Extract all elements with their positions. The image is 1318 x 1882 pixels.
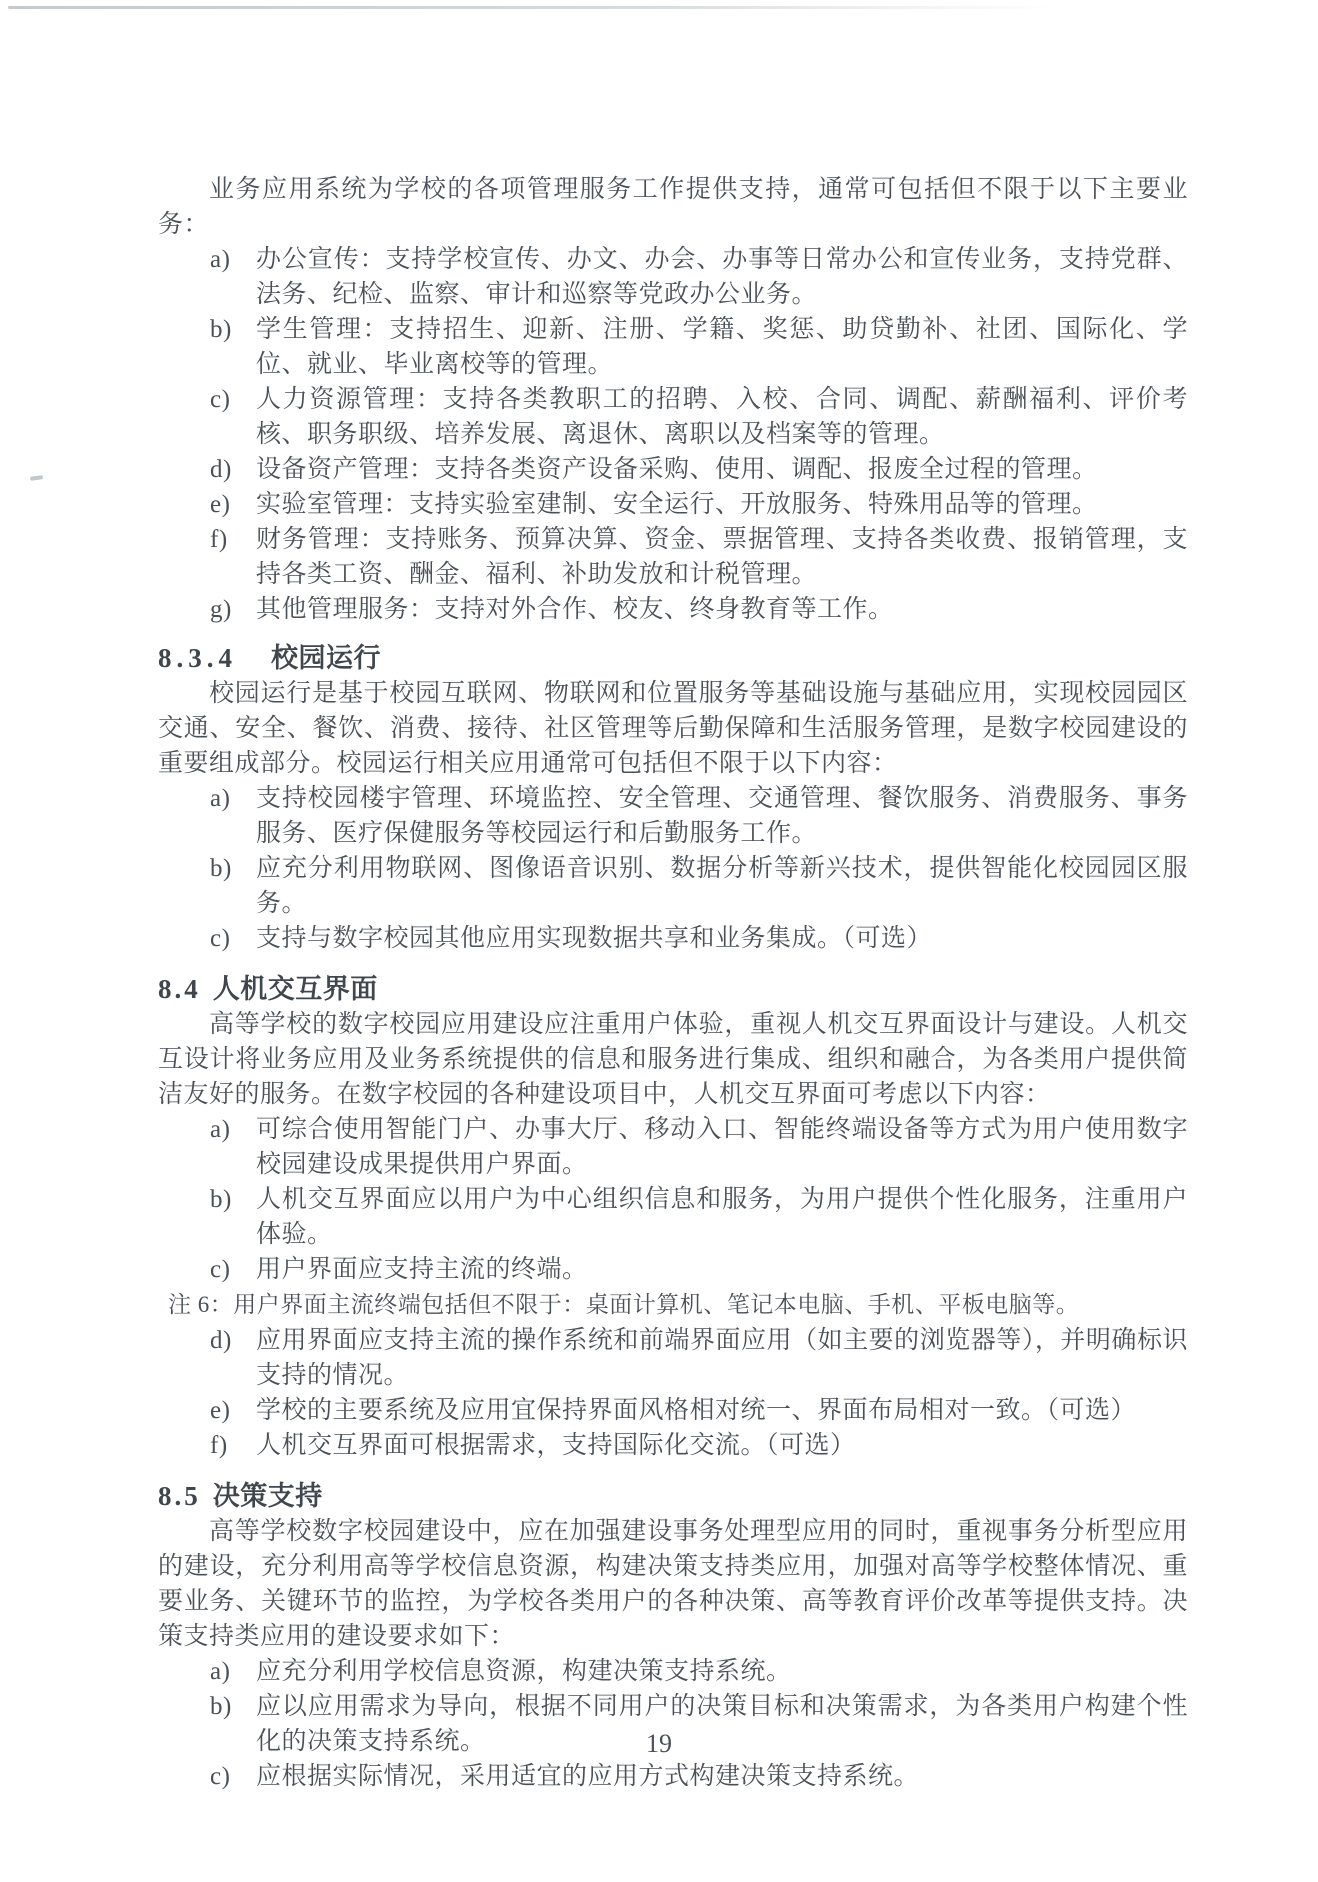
item-label: b)	[210, 1693, 232, 1720]
item-label: e)	[210, 1397, 231, 1424]
item-label: c)	[210, 1256, 231, 1283]
section-heading-8-3-4	[158, 640, 1188, 676]
scan-artifact-top-line	[8, 6, 1053, 9]
item-label: c)	[210, 386, 231, 413]
item-text: 学校的主要系统及应用宜保持界面风格相对统一、界面布局相对一致。（可选）	[256, 1397, 1137, 1424]
item-text: 设备资产管理：支持各类资产设备采购、使用、调配、报废全过程的管理。	[256, 456, 1098, 483]
section-title: 决策支持	[212, 1481, 323, 1511]
item-label: f)	[210, 526, 228, 553]
item-label: a)	[210, 1116, 231, 1143]
item-label: a)	[210, 1658, 231, 1685]
item-label: a)	[210, 246, 231, 273]
s834-item-b	[158, 851, 1188, 921]
intro-item-g	[158, 592, 1188, 627]
section-number: 8.5	[158, 1481, 201, 1511]
s834-item-a	[158, 781, 1188, 851]
item-text: 支持校园楼宇管理、环境监控、安全管理、交通管理、餐饮服务、消费服务、事务服务、医疗保健服务等校园运行和后勤服务工作。	[256, 785, 1188, 847]
item-text: 应用界面应支持主流的操作系统和前端界面应用（如主要的浏览器等），并明确标识支持的情况。	[256, 1327, 1188, 1389]
item-text: 应根据实际情况，采用适宜的应用方式构建决策支持系统。	[256, 1763, 920, 1790]
item-label: e)	[210, 491, 231, 518]
item-text: 实验室管理：支持实验室建制、安全运行、开放服务、特殊用品等的管理。	[256, 491, 1098, 518]
item-label: d)	[210, 456, 232, 483]
intro-item-c	[158, 382, 1188, 452]
s85-item-a	[158, 1654, 1188, 1689]
item-label: b)	[210, 1186, 232, 1213]
item-text: 人机交互界面应以用户为中心组织信息和服务，为用户提供个性化服务，注重用户体验。	[256, 1186, 1188, 1248]
s84-item-c	[158, 1252, 1188, 1287]
item-text: 财务管理：支持账务、预算决算、资金、票据管理、支持各类收费、报销管理，支持各类工资、酬金、福利、补助发放和计税管理。	[256, 526, 1188, 588]
item-text: 用户界面应支持主流的终端。	[256, 1256, 588, 1283]
item-label: d)	[210, 1327, 232, 1354]
intro-item-d	[158, 452, 1188, 487]
item-label: g)	[210, 596, 232, 623]
section-title: 校园运行	[271, 643, 381, 673]
item-text: 支持与数字校园其他应用实现数据共享和业务集成。（可选）	[256, 925, 933, 952]
intro-item-b	[158, 312, 1188, 382]
item-text: 应以应用需求为导向，根据不同用户的决策目标和决策需求，为各类用户构建个性化的决策支持系统。	[256, 1693, 1188, 1755]
section-heading-8-4	[158, 971, 1188, 1007]
s84-item-d	[158, 1323, 1188, 1393]
s84-item-a	[158, 1112, 1188, 1182]
intro-item-e	[158, 487, 1188, 522]
item-label: f)	[210, 1432, 228, 1459]
section-number: 8.4	[158, 974, 201, 1004]
s834-item-c	[158, 921, 1188, 956]
intro-item-f	[158, 522, 1188, 592]
s84-item-b	[158, 1182, 1188, 1252]
item-label: a)	[210, 785, 231, 812]
item-text: 学生管理：支持招生、迎新、注册、学籍、奖惩、助贷勤补、社团、国际化、学位、就业、毕业离校等的管理。	[256, 316, 1188, 378]
item-label: b)	[210, 855, 232, 882]
item-label: c)	[210, 925, 231, 952]
s85-item-c	[158, 1759, 1188, 1794]
item-text: 应充分利用物联网、图像语音识别、数据分析等新兴技术，提供智能化校园园区服务。	[256, 855, 1188, 917]
note-6: 注 6：用户界面主流终端包括但不限于：桌面计算机、笔记本电脑、手机、平板电脑等。	[168, 1292, 1080, 1317]
item-label: b)	[210, 316, 232, 343]
item-label: c)	[210, 1763, 231, 1790]
page-number: 19	[646, 1729, 672, 1758]
intro-paragraph: 业务应用系统为学校的各项管理服务工作提供支持，通常可包括但不限于以下主要业务：	[158, 176, 1188, 238]
section-8-5-paragraph: 高等学校数字校园建设中，应在加强建设事务处理型应用的同时，重视事务分析型应用的建设，充分利用高等学校信息资源，构建决策支持类应用，加强对高等学校整体情况、重要业务、关键环节的监控，为学校各类用户的各种决策、高等教育评价改革等提供支持。决策支持类应用的建设要求如下：	[158, 1518, 1188, 1650]
intro-item-a	[158, 242, 1188, 312]
item-text: 可综合使用智能门户、办事大厅、移动入口、智能终端设备等方式为用户使用数字校园建设成果提供用户界面。	[256, 1116, 1188, 1178]
page-content	[158, 172, 1188, 1794]
section-heading-8-5	[158, 1478, 1188, 1514]
item-text: 人力资源管理：支持各类教职工的招聘、入校、合同、调配、薪酬福利、评价考核、职务职级、培养发展、离退休、离职以及档案等的管理。	[256, 386, 1188, 448]
scan-artifact-dash	[30, 475, 43, 481]
s84-item-e	[158, 1393, 1188, 1428]
section-8-3-4-paragraph: 校园运行是基于校园互联网、物联网和位置服务等基础设施与基础应用，实现校园园区交通、安全、餐饮、消费、接待、社区管理等后勤保障和生活服务管理，是数字校园建设的重要组成部分。校园运行相关应用通常可包括但不限于以下内容：	[158, 680, 1188, 777]
item-text: 办公宣传：支持学校宣传、办文、办会、办事等日常办公和宣传业务，支持党群、法务、纪检、监察、审计和巡察等党政办公业务。	[256, 246, 1188, 308]
section-8-4-paragraph: 高等学校的数字校园应用建设应注重用户体验，重视人机交互界面设计与建设。人机交互设计将业务应用及业务系统提供的信息和服务进行集成、组织和融合，为各类用户提供简洁友好的服务。在数字校园的各种建设项目中，人机交互界面可考虑以下内容：	[158, 1011, 1188, 1108]
s84-item-f	[158, 1428, 1188, 1463]
item-text: 其他管理服务：支持对外合作、校友、终身教育等工作。	[256, 596, 894, 623]
item-text: 人机交互界面可根据需求，支持国际化交流。（可选）	[256, 1432, 856, 1459]
section-number: 8.3.4	[158, 643, 237, 673]
section-title: 人机交互界面	[212, 974, 378, 1004]
item-text: 应充分利用学校信息资源，构建决策支持系统。	[256, 1658, 792, 1685]
